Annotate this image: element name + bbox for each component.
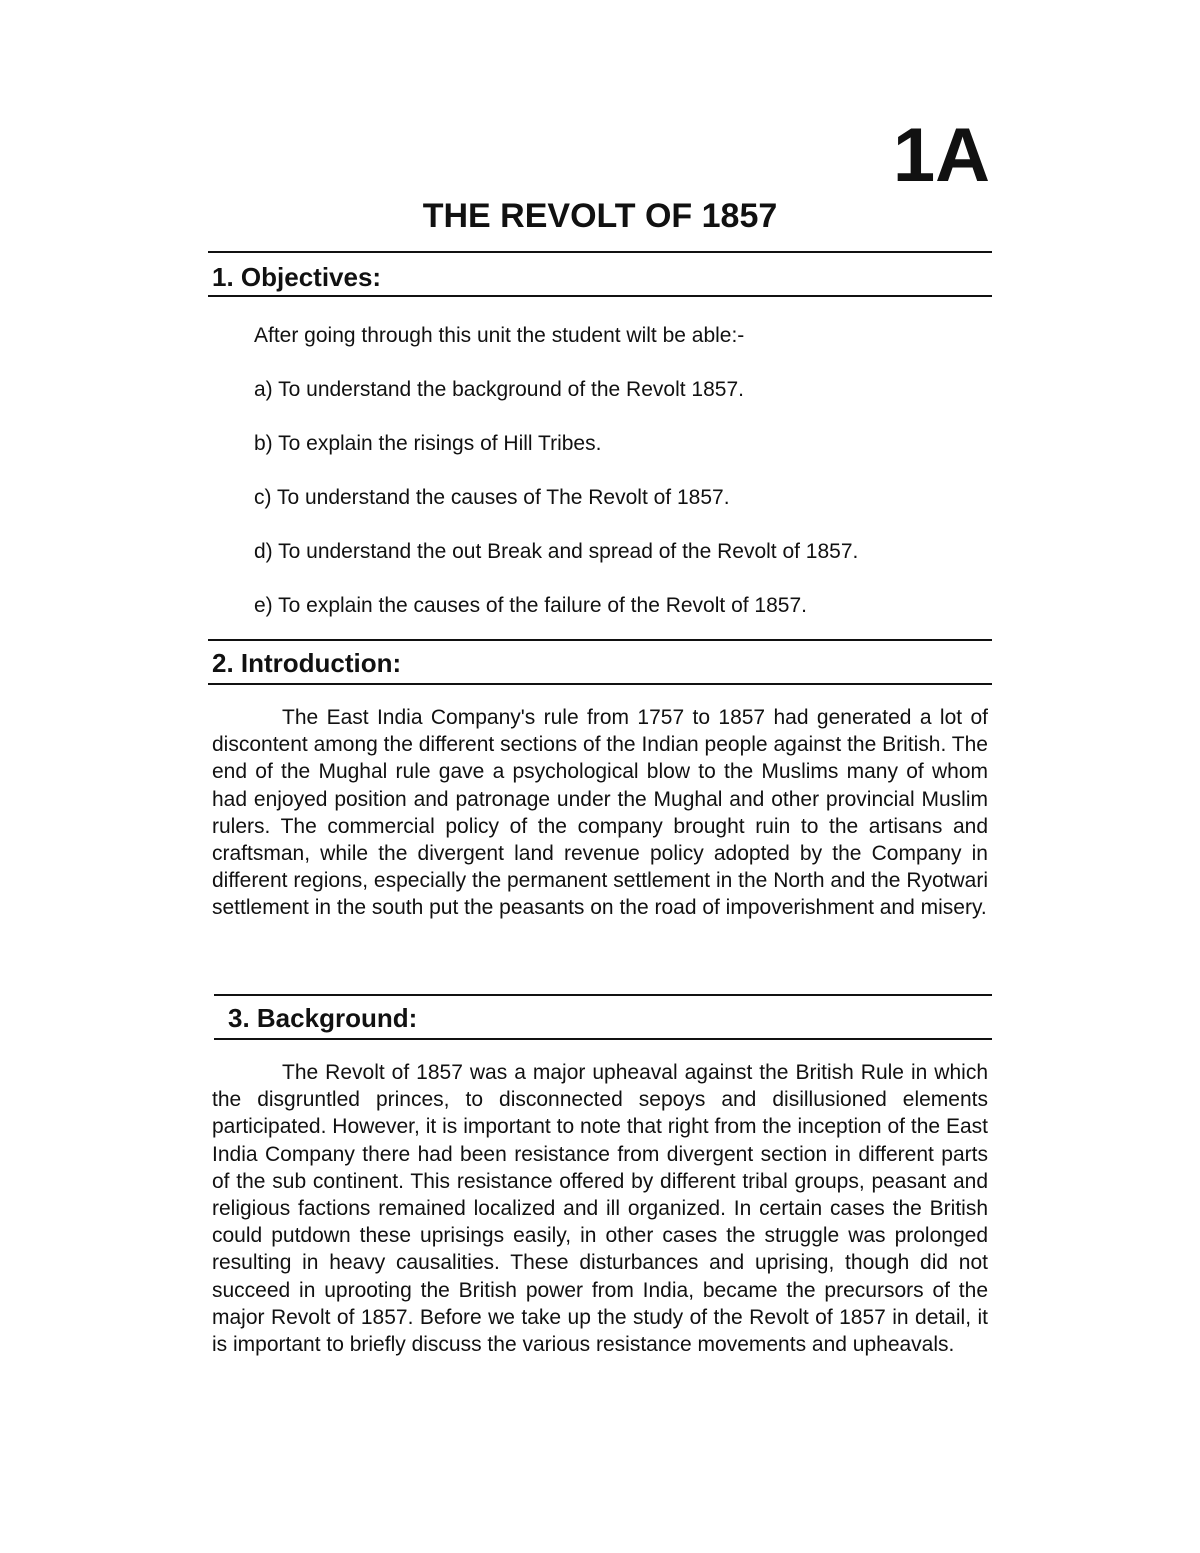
divider (208, 683, 992, 685)
introduction-paragraph: The East India Company's rule from 1757 to 1857 had generated a lot of discontent among the different sections of the Indian people against the British. The end of the Mughal rule gave a psychological blow to the Muslims many of whom had enjoyed position and patronage under the Mughal and other provincial Muslim rulers. The commercial policy of the company brought ruin to the artisans and craftsman, while the divergent land revenue policy adopted by the Company in different regions, especially the permanent settlement in the North and the Ryotwari settlement in the south put the peasants on the road of impoverishment and misery. (212, 706, 988, 920)
background-heading: 3. Background: (228, 1003, 418, 1033)
background-paragraph: The Revolt of 1857 was a major upheaval against the British Rule in which the disgruntled princes, to disconnected sepoys and disillusioned elements participated. However, it is important to note that right from the inception of the East India Company there had been resistance from divergent section in different parts of the sub continent. This resistance offered by different tribal groups, peasant and religious factions remained localized and ill organized. In certain cases the British could putdown these uprisings easily, in other cases the struggle was prolonged resulting in heavy causalities. These disturbances and uprising, though did not succeed in uprooting the British power from India, became the precursors of the major Revolt of 1857. Before we take up the study of the Revolt of 1857 in detail, it is important to briefly discuss the various resistance movements and upheavals. (212, 1061, 988, 1357)
objective-item-b: b) To explain the risings of Hill Tribes. (254, 432, 602, 455)
objective-item-a: a) To understand the background of the Revolt 1857. (254, 378, 744, 401)
introduction-heading: 2. Introduction: (212, 648, 402, 678)
chapter-number: 1A (892, 113, 990, 198)
divider (208, 251, 992, 253)
objective-item-d: d) To understand the out Break and spread of the Revolt of 1857. (254, 540, 859, 563)
divider (214, 994, 992, 996)
objectives-heading: 1. Objectives: (212, 262, 382, 292)
page-title: THE REVOLT OF 1857 (422, 197, 778, 235)
divider (208, 639, 992, 641)
objectives-lead: After going through this unit the student wilt be able:- (254, 324, 745, 347)
objective-item-e: e) To explain the causes of the failure of the Revolt of 1857. (254, 594, 807, 617)
divider (208, 295, 992, 297)
divider (214, 1038, 992, 1040)
objective-item-c: c) To understand the causes of The Revolt of 1857. (254, 486, 730, 509)
